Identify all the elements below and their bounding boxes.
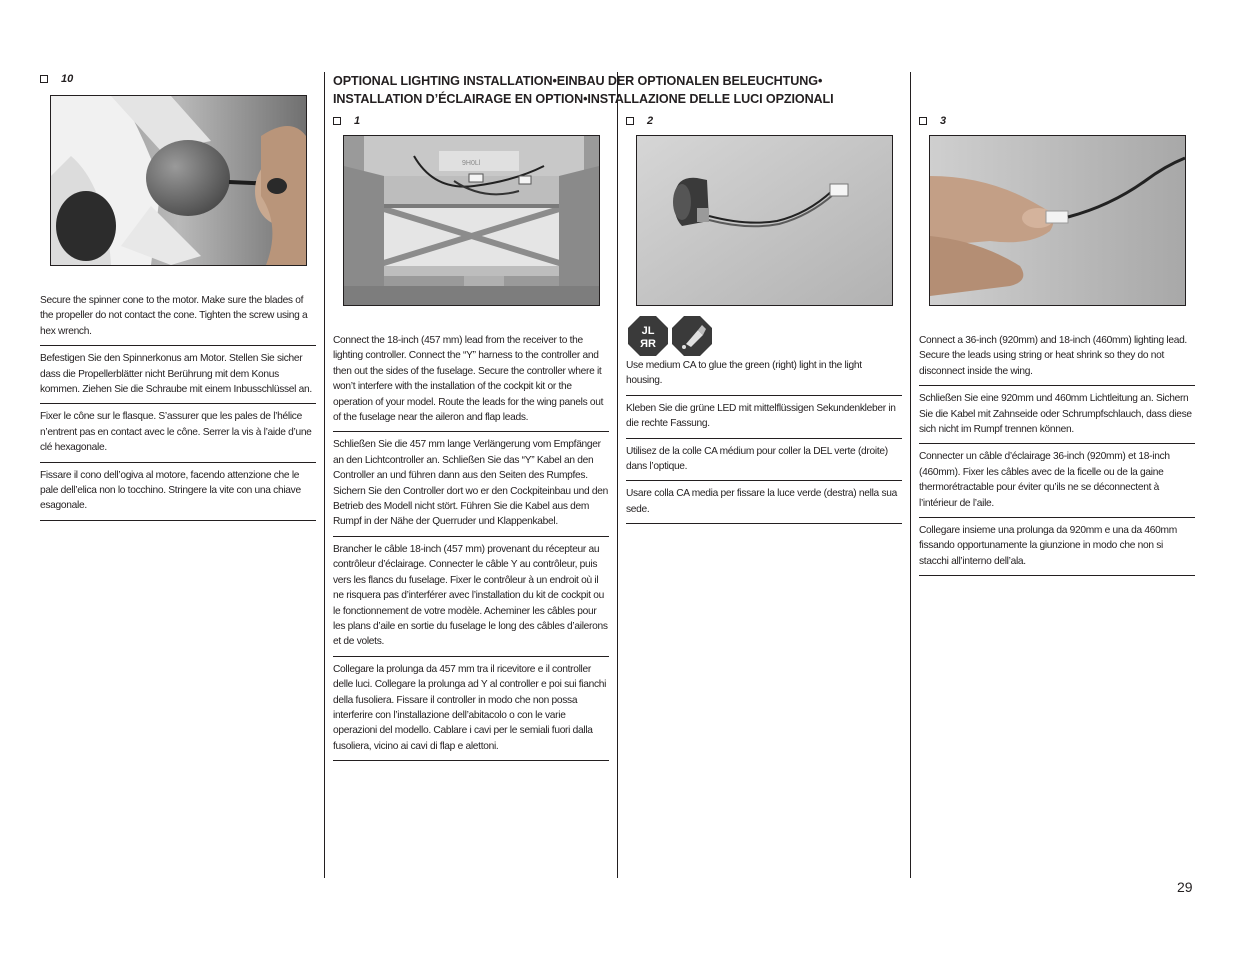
section-title-line-2: INSTALLATION D’ÉCLAIRAGE EN OPTION•INSTALLAZIONE DELLE LUCI OPZIONALI	[333, 92, 834, 106]
para-german: Schließen Sie die 457 mm lange Verlängerung vom Empfänger an den Lichtcontroller an. Schließen Sie das “Y” Kabel an den Controller an und führen dann aus den Seiten des Rumpfes. Sichern Sie den Controller dort wo er den Cockpiteinbau und den Betrieb des Modell nicht stört. Führen Sie die Kabel aus dem Rumpf in der Nähe der Querruder und Klappenkabel.	[333, 437, 609, 536]
light-housing-illustration	[637, 136, 892, 305]
column-step-1	[333, 114, 609, 766]
column-divider-1	[324, 72, 325, 878]
step-header	[333, 114, 609, 128]
step-header	[626, 114, 902, 128]
step-header	[919, 114, 1195, 128]
para-french: Fixer le cône sur le flasque. S’assurer que les pales de l’hélice n’entrent pas en contact avec le cône. Serrer la vis à l’aide d’une clé hexagonale.	[40, 409, 316, 462]
para-italian: Fissare il cono dell’ogiva al motore, facendo attenzione che le pale dell’elica non lo tocchino. Stringere la vite con una chiave esagonale.	[40, 468, 316, 521]
para-german: Kleben Sie die grüne LED mit mittelflüssigen Sekundenkleber in die rechte Fassung.	[626, 401, 902, 439]
ca-bottle-icon	[672, 316, 712, 356]
para-english: Use medium CA to glue the green (right) light in the light housing.	[626, 358, 902, 396]
column-step-2	[626, 114, 902, 529]
fuselage-illustration	[344, 136, 599, 305]
medium-ca-glue-icon	[628, 316, 668, 356]
photo-lighting-controller	[343, 135, 600, 306]
checkbox-icon[interactable]	[333, 117, 341, 125]
lead-illustration	[930, 136, 1185, 305]
column-divider-2	[617, 72, 618, 878]
para-english: Secure the spinner cone to the motor. Make sure the blades of the propeller do not contact the cone. Tighten the screw using a hex wrench.	[40, 293, 316, 346]
para-english: Connect a 36-inch (920mm) and 18-inch (460mm) lighting lead. Secure the leads using string or heat shrink so they do not disconnect inside the wing.	[919, 333, 1195, 386]
para-german: Befestigen Sie den Spinnerkonus am Motor. Stellen Sie sicher dass die Propellerblätter nicht Berührung mit dem Konus kommen. Ziehen Sie die Schraube mit einem Inbusschlüssel an.	[40, 351, 316, 404]
para-italian: Usare colla CA media per fissare la luce verde (destra) nella sua sede.	[626, 486, 902, 524]
checkbox-icon[interactable]	[626, 117, 634, 125]
column-divider-3	[910, 72, 911, 878]
para-german: Schließen Sie eine 920mm und 460mm Lichtleitung an. Sichern Sie die Kabel mit Zahnseide oder Schrumpfschlauch, dass diese sich nicht im Rumpf trennen können.	[919, 391, 1195, 444]
section-title	[333, 72, 913, 108]
step-number: 3	[940, 115, 947, 127]
step-number: 10	[61, 73, 74, 85]
para-french: Connecter un câble d’éclairage 36-inch (920mm) et 18-inch (460mm). Fixer les câbles avec de la ficelle ou de la gaine thermorétractable pour éviter qu’ils ne se déconnectent à l’intérieur de l’aile.	[919, 449, 1195, 518]
step-header	[40, 72, 316, 86]
column-step-3	[919, 114, 1195, 581]
svg-text:ЯR: ЯR	[640, 338, 656, 350]
photo-lighting-lead	[929, 135, 1186, 306]
step-number: 2	[647, 115, 654, 127]
spinner-illustration	[51, 96, 306, 265]
checkbox-icon[interactable]	[40, 75, 48, 83]
photo-label: 9H0Ll	[462, 160, 481, 167]
section-title-line-1: OPTIONAL LIGHTING INSTALLATION•EINBAU DER OPTIONALEN BELEUCHTUNG•	[333, 74, 823, 88]
step-number: 1	[354, 115, 361, 127]
para-italian: Collegare la prolunga da 457 mm tra il ricevitore e il controller delle luci. Collegare la prolunga ad Y al controller e poi sui fianchi della fusoliera. Fissare il controller in modo che non possa interferire con l’installazione dell’abitacolo o con le varie operazioni del modello. Cablare i cavi per le semiali fuori dalla fusoliera, vicino ai cavi di flap e alettoni.	[333, 662, 609, 761]
svg-text:JL: JL	[641, 325, 655, 337]
photo-light-housing	[636, 135, 893, 306]
para-french: Utilisez de la colle CA médium pour coller la DEL verte (droite) dans l’optique.	[626, 444, 902, 482]
para-french: Brancher le câble 18-inch (457 mm) provenant du récepteur au contrôleur d’éclairage. Connecter le câble Y au contrôleur, puis vers les flancs du fuselage. Fixer le contrôleur à un endroit où il ne risquera pas d’interférer avec l’installation du kit de cockpit ou le fonctionnement de votre modèle. Acheminer les câbles pour les plans d’aile en sortie du fuselage le long des câbles d’ailerons et de volets.	[333, 542, 609, 657]
column-step-10	[40, 72, 316, 526]
para-italian: Collegare insieme una prolunga da 920mm e una da 460mm fissando opportunamente la giunzione in modo che non si stacchi all’interno dell’ala.	[919, 523, 1195, 576]
page-number: 29	[1177, 879, 1193, 895]
para-english: Connect the 18-inch (457 mm) lead from the receiver to the lighting controller. Connect the “Y” harness to the controller and then out the sides of the fuselage. Secure the controller where it won’t interfere with the installation of the cockpit kit or the operation of your model. Route the leads for the wing panels out of the fuselage near the aileron and flap leads.	[333, 333, 609, 432]
photo-spinner-cone	[50, 95, 307, 266]
checkbox-icon[interactable]	[919, 117, 927, 125]
